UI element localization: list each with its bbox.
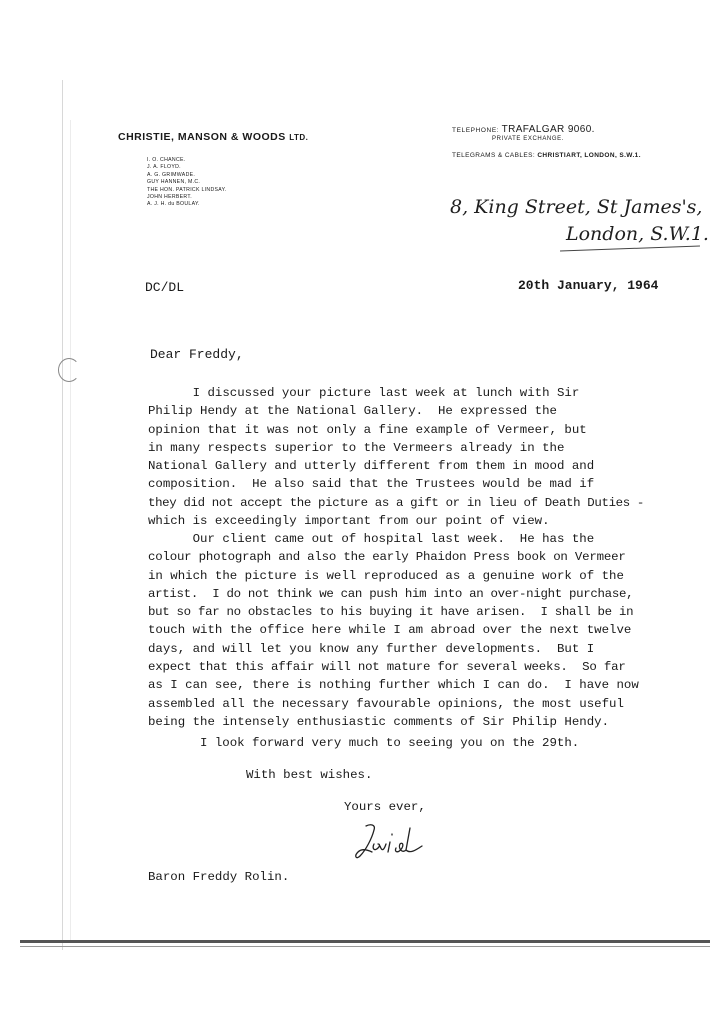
address-underline — [560, 246, 700, 252]
closing: Yours ever, — [344, 800, 426, 814]
scan-artifact-line — [62, 80, 63, 950]
text-line: in many respects superior to the Vermeers already in the — [148, 440, 565, 455]
scan-artifact-band — [20, 946, 710, 947]
signature-image — [352, 820, 432, 864]
text-line: artist. I do not think we can push him into an over-night purchase, — [148, 586, 634, 601]
text-line: which is exceedingly important from our point of view. — [148, 514, 550, 529]
cables-value: CHRISTIART, LONDON, S.W.1. — [537, 152, 641, 159]
text-line: in which the picture is well reproduced as a genuine work of the — [148, 568, 624, 583]
partner-name: I. O. CHANCE. — [147, 157, 186, 163]
telephone-row — [452, 124, 641, 135]
scan-artifact-band — [20, 940, 710, 943]
text-line: touch with the office here while I am abroad over the next twelve — [148, 623, 632, 638]
cables-label: TELEGRAMS & CABLES: — [452, 152, 536, 159]
text-line: expect that this affair will not mature for several weeks. So far — [148, 660, 626, 675]
partner-name: JOHN HERBERT. — [147, 194, 193, 201]
partner-name: GUY HANNEN, M.C. — [147, 179, 201, 186]
salutation: Dear Freddy, — [150, 347, 244, 362]
text-line: composition. He also said that the Trustees would be mad if — [148, 477, 595, 492]
partner-name: J. A. FLOYD. — [147, 164, 181, 171]
partner-name: THE HON. PATRICK LINDSAY. — [147, 186, 227, 193]
text-line: being the intensely enthusiastic comments of Sir Philip Hendy. — [148, 714, 610, 729]
cables-row — [452, 152, 641, 159]
address-line-2: London, S.W.1. — [566, 223, 709, 245]
private-exchange: PRIVATE EXCHANGE. — [492, 136, 564, 142]
paragraph-2 — [148, 530, 688, 731]
firm-suffix: LTD. — [289, 133, 309, 142]
text-line: I discussed your picture last week at lunch with Sir — [148, 386, 580, 400]
partners-list — [147, 157, 226, 209]
firm-name-text: CHRISTIE, MANSON & WOODS — [118, 131, 286, 143]
text-line: they did not accept the picture as a gift or in lieu of Death Duties - — [148, 495, 644, 510]
punch-hole-mark — [58, 358, 80, 382]
text-line: opinion that it was not only a fine example of Vermeer, but — [148, 422, 587, 437]
partner-name: A. J. H. du BOULAY. — [147, 201, 200, 208]
paragraph-1 — [148, 384, 688, 530]
text-line: Philip Hendy at the National Gallery. He expressed the — [148, 404, 557, 419]
letter-date: 20th January, 1964 — [518, 278, 659, 293]
recipient: Baron Freddy Rolin. — [148, 870, 290, 884]
paragraph-4: With best wishes. — [246, 768, 373, 782]
text-line: days, and will let you know any further developments. But I — [148, 641, 595, 656]
telephone-value: TRAFALGAR 9060. — [501, 124, 595, 135]
firm-name — [118, 131, 308, 143]
scan-artifact-line — [70, 120, 71, 940]
text-line: colour photograph and also the early Phaidon Press book on Vermeer — [148, 550, 626, 565]
text-line: Our client came out of hospital last week. He has the — [148, 532, 595, 546]
contact-block — [452, 124, 641, 159]
reference: DC/DL — [145, 280, 185, 295]
text-line: as I can see, there is nothing further which I can do. I have now — [148, 678, 639, 693]
text-line: assembled all the necessary favourable opinions, the most useful — [148, 696, 624, 711]
text-line: National Gallery and utterly different from them in mood and — [148, 459, 595, 474]
telephone-label: TELEPHONE: — [452, 127, 500, 134]
text-line: but so far no obstacles to his buying it have arisen. I shall be in — [148, 605, 634, 620]
address-line-1: 8, King Street, St James's, — [450, 196, 703, 218]
partner-name: A. G. GRIMWADE. — [147, 171, 196, 178]
paragraph-3: I look forward very much to seeing you on the 29th. — [200, 736, 580, 750]
